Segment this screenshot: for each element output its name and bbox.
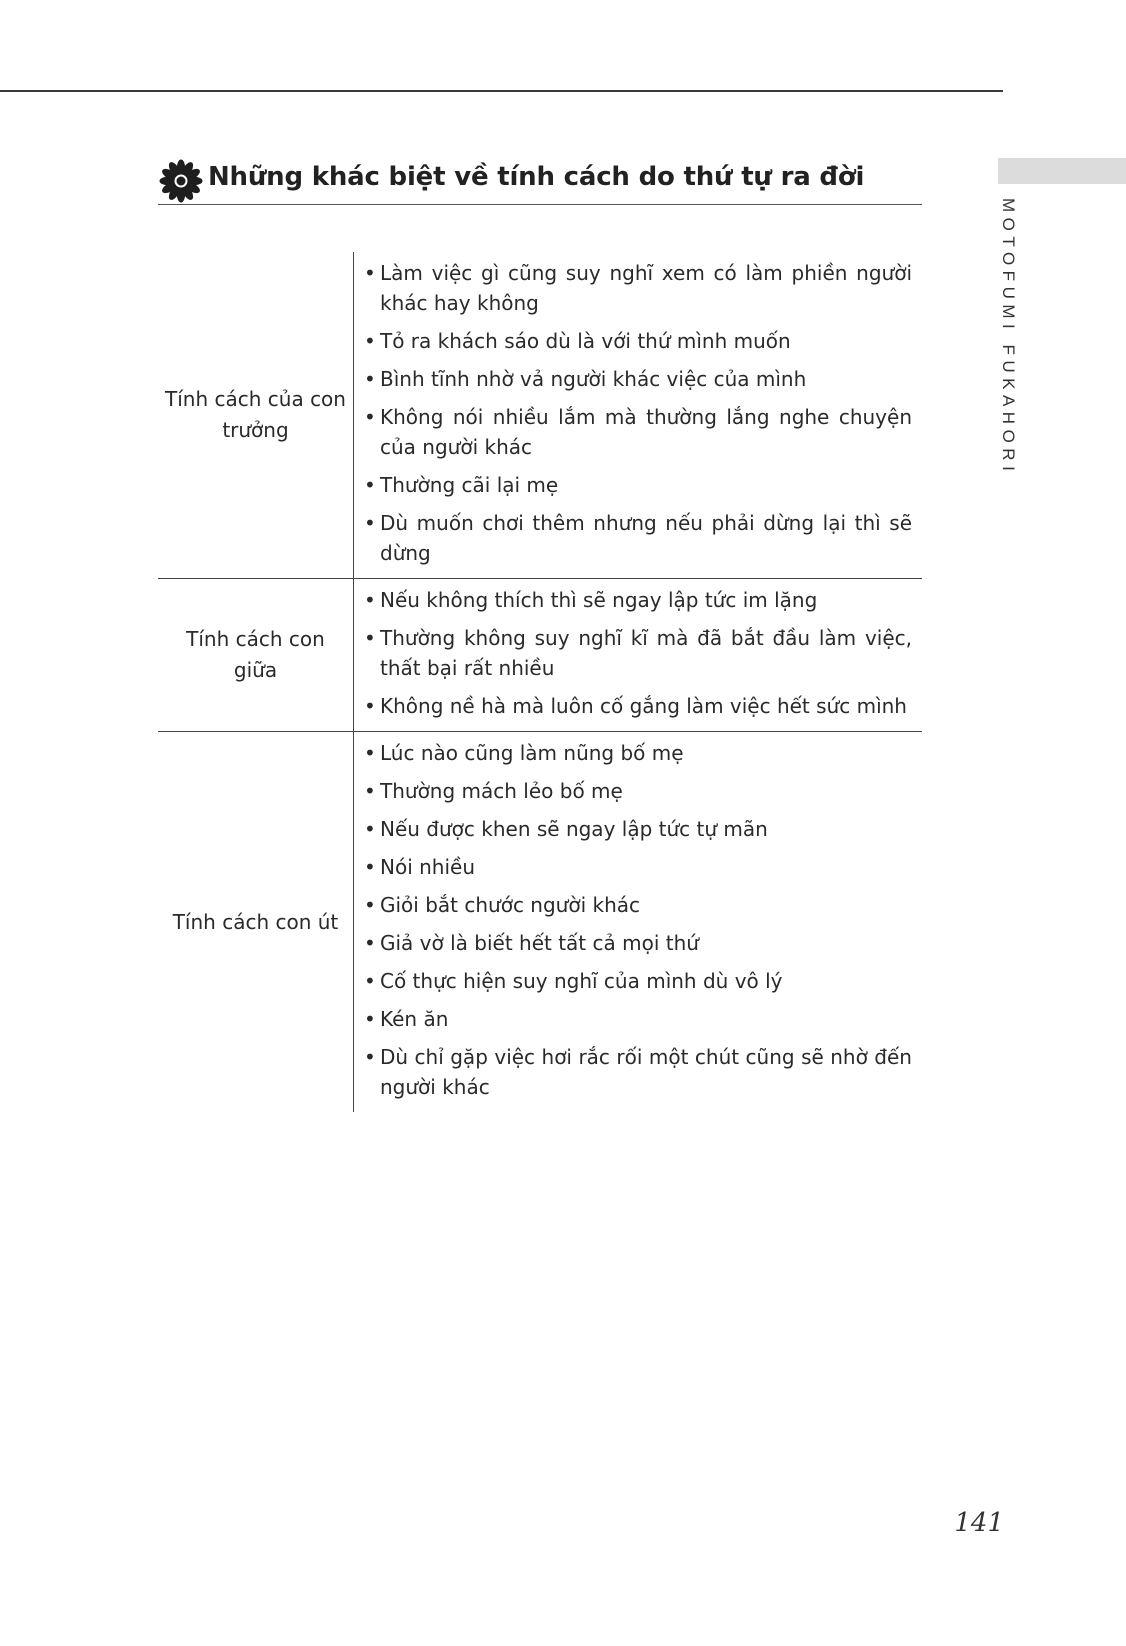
bullet: • — [364, 893, 376, 917]
bullet: • — [364, 405, 376, 429]
top-rule — [0, 90, 1003, 92]
bullet: • — [364, 261, 376, 285]
flower-icon — [158, 158, 204, 204]
row-label: Tính cách của con trưởng — [158, 252, 354, 578]
list-item-text: Giỏi bắt chước người khác — [380, 893, 640, 917]
list-item-text: Nếu không thích thì sẽ ngay lập tức im lặng — [380, 588, 818, 612]
list-item-text: Kén ăn — [380, 1007, 449, 1031]
list-item — [364, 258, 912, 318]
bullet: • — [364, 855, 376, 879]
list-item — [364, 776, 912, 806]
list-item-text: Lúc nào cũng làm nũng bố mẹ — [380, 741, 684, 765]
list-item — [364, 326, 912, 356]
list-item — [364, 585, 912, 615]
list-item-text: Không nói nhiều lắm mà thường lắng nghe chuyện của người khác — [380, 405, 912, 459]
bullet: • — [364, 511, 376, 535]
trait-list — [354, 252, 922, 578]
bullet: • — [364, 817, 376, 841]
row-label: Tính cách con giữa — [158, 579, 354, 731]
list-item-text: Bình tĩnh nhờ vả người khác việc của mình — [380, 367, 807, 391]
trait-list — [354, 579, 922, 731]
list-item — [364, 402, 912, 462]
section-heading — [158, 158, 922, 205]
bullet: • — [364, 931, 376, 955]
bullet: • — [364, 779, 376, 803]
table-row-youngest — [158, 732, 922, 1112]
list-item — [364, 364, 912, 394]
bullet: • — [364, 1007, 376, 1031]
trait-list — [354, 732, 922, 1112]
list-item — [364, 928, 912, 958]
list-item — [364, 1042, 912, 1102]
bullet: • — [364, 329, 376, 353]
list-item-text: Nói nhiều — [380, 855, 475, 879]
row-label: Tính cách con út — [158, 732, 354, 1112]
table-row-eldest — [158, 252, 922, 579]
list-item — [364, 966, 912, 996]
list-item — [364, 508, 912, 568]
table-row-middle — [158, 579, 922, 732]
list-item — [364, 738, 912, 768]
list-item — [364, 814, 912, 844]
heading-title: Những khác biệt về tính cách do thứ tự ra đời — [208, 162, 865, 192]
list-item-text: Tỏ ra khách sáo dù là với thứ mình muốn — [380, 329, 791, 353]
list-item-text: Thường mách lẻo bố mẹ — [380, 779, 623, 803]
list-item-text: Cố thực hiện suy nghĩ của mình dù vô lý — [380, 969, 783, 993]
list-item — [364, 1004, 912, 1034]
bullet: • — [364, 367, 376, 391]
list-item-text: Thường cãi lại mẹ — [380, 473, 559, 497]
list-item-text: Giả vờ là biết hết tất cả mọi thứ — [380, 931, 699, 955]
bullet: • — [364, 741, 376, 765]
page-number: 141 — [954, 1508, 1004, 1538]
bullet: • — [364, 626, 376, 650]
list-item-text: Dù chỉ gặp việc hơi rắc rối một chút cũng sẽ nhờ đến người khác — [380, 1045, 912, 1099]
list-item-text: Không nề hà mà luôn cố gắng làm việc hết sức mình — [380, 694, 907, 718]
list-item — [364, 623, 912, 683]
side-tab — [998, 158, 1126, 184]
list-item — [364, 890, 912, 920]
side-author: MOTOFUMI FUKAHORI — [999, 198, 1018, 477]
bullet: • — [364, 694, 376, 718]
list-item-text: Nếu được khen sẽ ngay lập tức tự mãn — [380, 817, 768, 841]
list-item-text: Làm việc gì cũng suy nghĩ xem có làm phiền người khác hay không — [380, 261, 912, 315]
list-item — [364, 852, 912, 882]
bullet: • — [364, 1045, 376, 1069]
personality-table — [158, 252, 922, 1112]
list-item-text: Dù muốn chơi thêm nhưng nếu phải dừng lại thì sẽ dừng — [380, 511, 912, 565]
list-item — [364, 691, 912, 721]
list-item — [364, 470, 912, 500]
bullet: • — [364, 969, 376, 993]
list-item-text: Thường không suy nghĩ kĩ mà đã bắt đầu làm việc, thất bại rất nhiều — [380, 626, 912, 680]
bullet: • — [364, 473, 376, 497]
bullet: • — [364, 588, 376, 612]
